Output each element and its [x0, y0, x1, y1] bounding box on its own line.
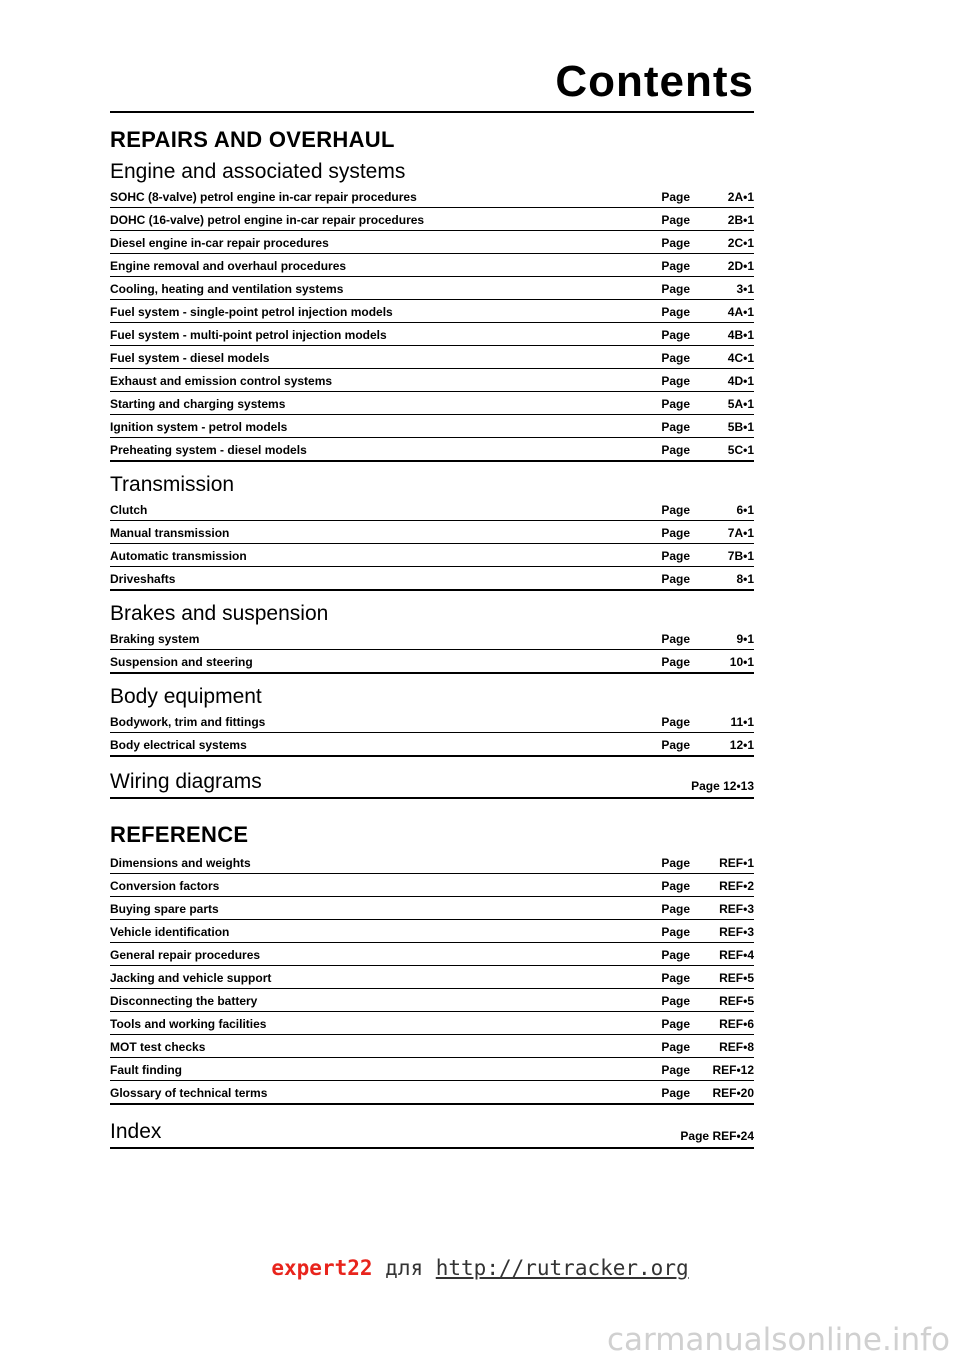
entry-label: Suspension and steering — [110, 655, 253, 669]
entry-label: Fuel system - multi-point petrol injection models — [110, 328, 387, 342]
page-word: Page — [661, 632, 690, 646]
toc-entry[interactable] — [110, 899, 754, 920]
page-title: Contents — [555, 57, 754, 106]
section-heading: Index — [110, 1120, 162, 1143]
toc-entry[interactable] — [110, 233, 754, 254]
toc-entry[interactable] — [110, 1060, 754, 1081]
page-word: Page — [661, 572, 690, 586]
page-number: 3•1 — [736, 282, 754, 296]
page-number: 12•1 — [729, 738, 754, 752]
entry-page-ref — [661, 302, 754, 322]
page-word: Page — [661, 1063, 690, 1077]
entry-label: Dimensions and weights — [110, 856, 251, 870]
page-number: REF•1 — [719, 856, 754, 870]
entry-list — [110, 187, 754, 462]
page-word: Page — [661, 948, 690, 962]
entry-page-ref — [661, 325, 754, 345]
footer-user: expert22 — [271, 1256, 373, 1280]
page-word: Page — [661, 856, 690, 870]
toc-entry[interactable] — [110, 417, 754, 438]
entry-page-ref — [661, 735, 754, 755]
entry-page-ref: Page 12•13 — [691, 779, 754, 793]
page-number: REF•3 — [719, 902, 754, 916]
part-heading-repairs: REPAIRS AND OVERHAUL — [110, 127, 395, 152]
page-number: REF•2 — [719, 879, 754, 893]
entry-page-ref — [661, 394, 754, 414]
page-word: Page — [661, 879, 690, 893]
page-number: 4C•1 — [727, 351, 754, 365]
section-transmission — [110, 472, 754, 591]
toc-entry[interactable] — [110, 1014, 754, 1035]
toc-entry[interactable] — [110, 652, 754, 674]
entry-label: Buying spare parts — [110, 902, 219, 916]
toc-entry[interactable] — [110, 876, 754, 897]
title-rule — [110, 111, 754, 113]
page-word: Page — [661, 738, 690, 752]
toc-entry[interactable] — [110, 1037, 754, 1058]
entry-label: MOT test checks — [110, 1040, 206, 1054]
page-number: 2D•1 — [727, 259, 754, 273]
page-word: Page — [661, 925, 690, 939]
entry-page-ref — [661, 233, 754, 253]
entry-label: Diesel engine in-car repair procedures — [110, 236, 329, 250]
page-word: Page — [661, 282, 690, 296]
page-number: 11•1 — [730, 715, 754, 729]
entry-page-ref — [661, 279, 754, 299]
entry-label: SOHC (8-valve) petrol engine in-car repair procedures — [110, 190, 417, 204]
entry-page-ref — [661, 210, 754, 230]
section-heading: Wiring diagrams — [110, 770, 262, 793]
toc-entry[interactable] — [110, 945, 754, 966]
entry-page-ref — [661, 500, 754, 520]
section-heading: Engine and associated systems — [110, 160, 406, 183]
entry-label: DOHC (16-valve) petrol engine in-car repair procedures — [110, 213, 425, 227]
page-word: Page — [661, 994, 690, 1008]
toc-entry[interactable] — [110, 922, 754, 943]
page-number: 2B•1 — [727, 213, 754, 227]
toc-entry[interactable] — [110, 735, 754, 757]
page-word: Page — [661, 259, 690, 273]
page-word: Page — [661, 715, 690, 729]
footer-link[interactable]: http://rutracker.org — [435, 1256, 689, 1280]
watermark: carmanualsonline.info — [606, 1322, 950, 1358]
entry-label: Fault finding — [110, 1063, 182, 1077]
toc-entry[interactable] — [110, 256, 754, 277]
toc-entry[interactable] — [110, 210, 754, 231]
section-engine — [110, 159, 754, 462]
entry-page-ref — [661, 187, 754, 207]
page-number: REF•4 — [719, 948, 754, 962]
page-word: Page — [661, 213, 690, 227]
entry-list — [110, 853, 754, 1105]
section-wiring[interactable] — [110, 769, 754, 799]
entry-page-ref — [661, 876, 754, 896]
entry-page-ref — [661, 1037, 754, 1057]
toc-entry[interactable] — [110, 523, 754, 544]
entry-page-ref — [661, 417, 754, 437]
toc-entry[interactable] — [110, 348, 754, 369]
page-word: Page — [661, 902, 690, 916]
entry-page-ref — [661, 853, 754, 873]
entry-page-ref — [661, 652, 754, 672]
toc-entry[interactable] — [110, 394, 754, 415]
toc-entry[interactable] — [110, 629, 754, 650]
page-word: Page — [661, 305, 690, 319]
page-word: Page — [661, 374, 690, 388]
entry-page-ref — [661, 991, 754, 1011]
entry-label: Clutch — [110, 503, 148, 517]
toc-entry[interactable] — [110, 712, 754, 733]
section-brakes — [110, 601, 754, 674]
page-word: Page — [661, 526, 690, 540]
entry-label: Cooling, heating and ventilation systems — [110, 282, 344, 296]
toc-entry[interactable] — [110, 500, 754, 521]
entry-list — [110, 629, 754, 674]
entry-page-ref — [661, 348, 754, 368]
page-word: Page — [661, 236, 690, 250]
page-number: REF•6 — [719, 1017, 754, 1031]
page-word: Page — [661, 1086, 690, 1100]
footer-mid: для — [372, 1256, 436, 1280]
entry-page-ref — [661, 899, 754, 919]
page-word: Page — [661, 351, 690, 365]
entry-label: Body electrical systems — [110, 738, 247, 752]
toc-entry[interactable] — [110, 187, 754, 208]
entry-page-ref — [661, 629, 754, 649]
entry-page-ref — [661, 546, 754, 566]
toc-entry[interactable] — [110, 325, 754, 346]
entry-page-ref — [661, 1083, 754, 1103]
toc-entry[interactable] — [110, 569, 754, 591]
section-heading: Brakes and suspension — [110, 602, 329, 625]
page-number: 9•1 — [736, 632, 754, 646]
entry-page-ref — [661, 569, 754, 589]
entry-label: Fuel system - diesel models — [110, 351, 270, 365]
entry-page-ref — [661, 968, 754, 988]
page-number: 10•1 — [729, 655, 754, 669]
page-number: 5C•1 — [727, 443, 754, 457]
section-reference — [110, 853, 754, 1105]
section-index[interactable] — [110, 1119, 754, 1149]
page-number: 5A•1 — [727, 397, 754, 411]
entry-list — [110, 712, 754, 757]
entry-label: Preheating system - diesel models — [110, 443, 307, 457]
entry-label: Manual transmission — [110, 526, 230, 540]
page-number: 5B•1 — [727, 420, 754, 434]
toc-entry[interactable] — [110, 371, 754, 392]
toc-entry[interactable] — [110, 968, 754, 989]
page-number: 4A•1 — [727, 305, 754, 319]
entry-label: Driveshafts — [110, 572, 176, 586]
page-word: Page — [661, 655, 690, 669]
entry-label: Jacking and vehicle support — [110, 971, 272, 985]
page-number: 6•1 — [736, 503, 754, 517]
page-number: 4D•1 — [727, 374, 754, 388]
entry-label: Bodywork, trim and fittings — [110, 715, 266, 729]
entry-page-ref — [661, 523, 754, 543]
entry-page-ref: Page REF•24 — [680, 1129, 754, 1143]
footer-credit — [0, 1256, 960, 1280]
entry-page-ref — [661, 256, 754, 276]
entry-label: Braking system — [110, 632, 200, 646]
entry-list — [110, 500, 754, 591]
section-heading: Body equipment — [110, 685, 262, 708]
page-number: 4B•1 — [727, 328, 754, 342]
toc-entry[interactable] — [110, 302, 754, 323]
section-body — [110, 684, 754, 757]
page-word: Page — [661, 1040, 690, 1054]
page-number: REF•20 — [712, 1086, 754, 1100]
entry-label: General repair procedures — [110, 948, 261, 962]
entry-page-ref — [661, 945, 754, 965]
page-number: REF•8 — [719, 1040, 754, 1054]
toc-entry[interactable] — [110, 279, 754, 300]
contents-list — [110, 126, 754, 1149]
page-number: REF•3 — [719, 925, 754, 939]
page-word: Page — [661, 1017, 690, 1031]
page-number: REF•5 — [719, 971, 754, 985]
entry-page-ref — [661, 371, 754, 391]
entry-label: Disconnecting the battery — [110, 994, 258, 1008]
page-number: REF•12 — [712, 1063, 754, 1077]
page-number: 2C•1 — [727, 236, 754, 250]
entry-label: Automatic transmission — [110, 549, 247, 563]
toc-entry[interactable] — [110, 440, 754, 462]
page-number: REF•5 — [719, 994, 754, 1008]
entry-page-ref — [661, 922, 754, 942]
entry-page-ref — [661, 1014, 754, 1034]
page-number: 7A•1 — [727, 526, 754, 540]
entry-label: Starting and charging systems — [110, 397, 286, 411]
page-word: Page — [661, 190, 690, 204]
entry-label: Glossary of technical terms — [110, 1086, 268, 1100]
page-number: 8•1 — [736, 572, 754, 586]
entry-label: Tools and working facilities — [110, 1017, 267, 1031]
page-word: Page — [661, 397, 690, 411]
entry-label: Fuel system - single-point petrol injection models — [110, 305, 393, 319]
entry-label: Vehicle identification — [110, 925, 230, 939]
toc-entry[interactable] — [110, 546, 754, 567]
page-number: 2A•1 — [727, 190, 754, 204]
page-word: Page — [661, 443, 690, 457]
page-number: 7B•1 — [727, 549, 754, 563]
page-word: Page — [661, 420, 690, 434]
part-heading-reference: REFERENCE — [110, 822, 249, 847]
toc-entry[interactable] — [110, 1083, 754, 1105]
entry-page-ref — [661, 440, 754, 460]
entry-label: Conversion factors — [110, 879, 220, 893]
page-word: Page — [661, 328, 690, 342]
entry-label: Exhaust and emission control systems — [110, 374, 333, 388]
page-word: Page — [661, 503, 690, 517]
toc-entry[interactable] — [110, 853, 754, 874]
section-heading: Transmission — [110, 473, 235, 496]
page-word: Page — [661, 971, 690, 985]
entry-page-ref — [661, 712, 754, 732]
toc-entry[interactable] — [110, 991, 754, 1012]
entry-label: Engine removal and overhaul procedures — [110, 259, 347, 273]
entry-label: Ignition system - petrol models — [110, 420, 288, 434]
page-word: Page — [661, 549, 690, 563]
entry-page-ref — [661, 1060, 754, 1080]
